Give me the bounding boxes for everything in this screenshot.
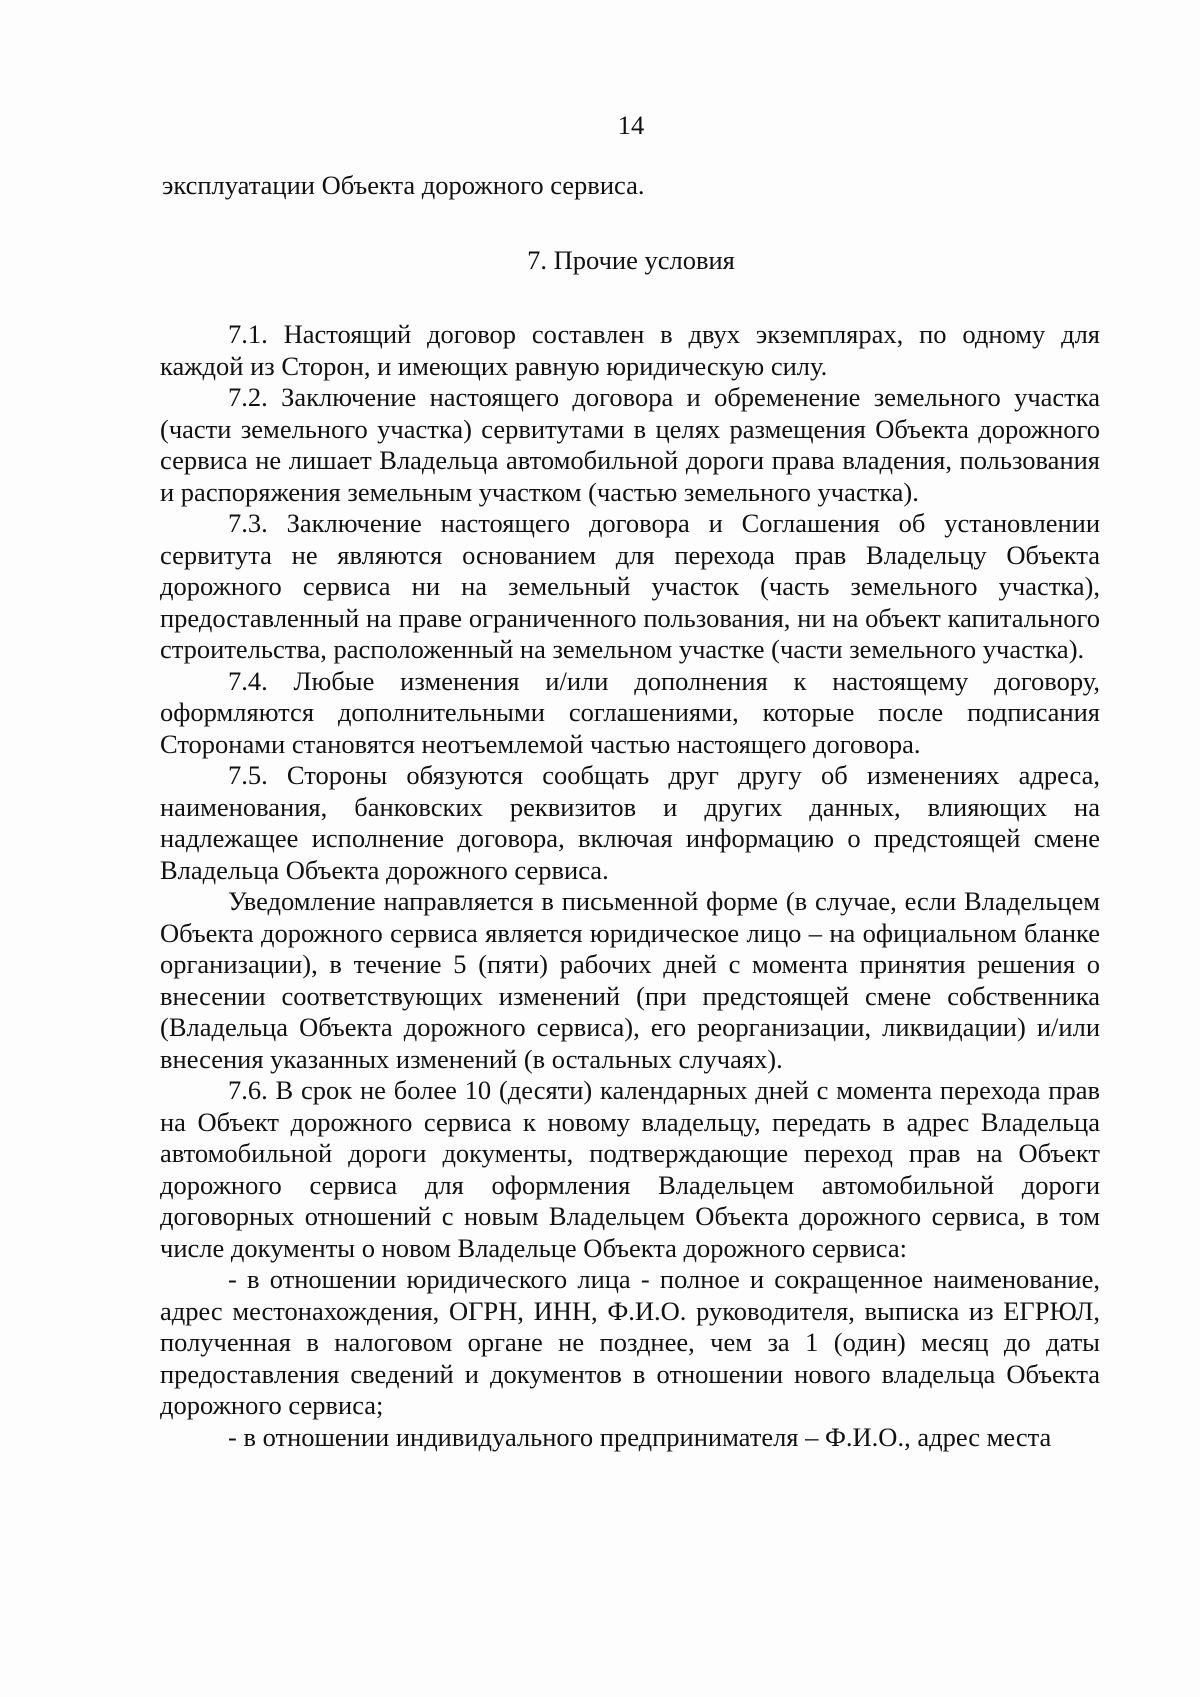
paragraph-notification: Уведомление направляется в письменной форме (в случае, если Владельцем Объекта дорожного сервиса является юридическое лицо – на официальном бланке организации), в течение 5 (пяти) рабочих дней с момента принятия решения о внесении соответствующих изменений (при предстоящей смене собственника (Владельца Объекта дорожного сервиса), его реорганизации, ликвидации) и/или внесения указанных изменений (в остальных случаях).: [160, 886, 1100, 1074]
page-number: 14: [617, 110, 645, 140]
paragraph-7-1: 7.1. Настоящий договор составлен в двух экземплярах, по одному для каждой из Сторон, и имеющих равную юридическую силу.: [160, 319, 1100, 381]
paragraph-7-5: 7.5. Стороны обязуются сообщать друг другу об изменениях адреса, наименования, банковских реквизитов и других данных, влияющих на надлежащее исполнение договора, включая информацию о предстоящей смене Владельца Объекта дорожного сервиса.: [160, 760, 1100, 885]
paragraph-7-6: 7.6. В срок не более 10 (десяти) календарных дней с момента перехода прав на Объект дорожного сервиса к новому владельцу, передать в адрес Владельца автомобильной дороги документы, подтверждающие переход прав на Объект дорожного сервиса для оформления Владельцем автомобильной дороги договорных отношений с новым Владельцем Объекта дорожного сервиса, в том числе документы о новом Владельце Объекта дорожного сервиса:: [160, 1075, 1100, 1263]
body-text: [160, 319, 1100, 1453]
section-heading: 7. Прочие условия: [527, 245, 735, 275]
paragraph-7-2: 7.2. Заключение настоящего договора и обременение земельного участка (части земельного участка) сервитутами в целях размещения Объекта дорожного сервиса не лишает Владельца автомобильной дороги права владения, пользования и распоряжения земельным участком (частью земельного участка).: [160, 382, 1100, 507]
paragraph-7-4: 7.4. Любые изменения и/или дополнения к настоящему договору, оформляются дополнительными соглашениями, которые после подписания Сторонами становятся неотъемлемой частью настоящего договора.: [160, 665, 1100, 759]
list-item-legal-entity: - в отношении юридического лица - полное и сокращенное наименование, адрес местонахождения, ОГРН, ИНН, Ф.И.О. руководителя, выписка из ЕГРЮЛ, полученная в налоговом органе не позднее, чем за 1 (один) месяц до даты предоставления сведений и документов в отношении нового владельца Объекта дорожного сервиса;: [160, 1264, 1100, 1420]
list-item-individual-entrepreneur: - в отношении индивидуального предпринимателя – Ф.И.О., адрес места: [228, 1421, 1052, 1452]
paragraph-7-3: 7.3. Заключение настоящего договора и Соглашения об установлении сервитута не являются основанием для перехода прав Владельцу Объекта дорожного сервиса ни на земельный участок (часть земельного участка), предоставленный на праве ограниченного пользования, ни на объект капитального строительства, расположенный на земельном участке (части земельного участка).: [160, 508, 1100, 664]
continuation-text: эксплуатации Объекта дорожного сервиса.: [162, 170, 645, 200]
